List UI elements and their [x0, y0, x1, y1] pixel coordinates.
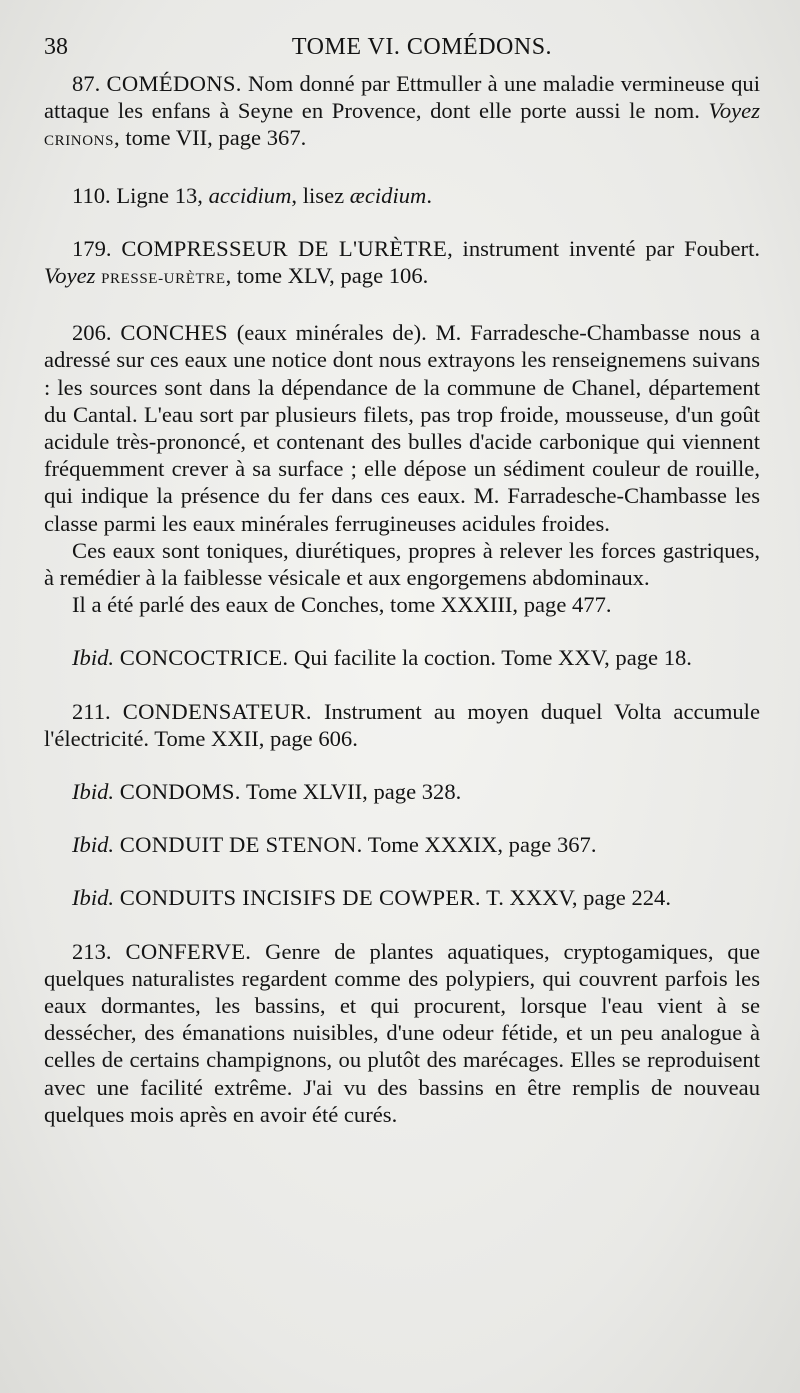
- entry-body: (eaux minérales de). M. Farradesche-Chambasse nous a adressé sur ces eaux une notice dont nous extrayons les renseignemens suivans : les sources sont dans la dépendance de la commune de Chanel, département du Cantal. L'eau sort par plusieurs filets, pas trop froide, mousseuse, d'un goût acidule très-prononcé, et contenant des bulles d'acide carbonique qui viennent fréquemment crever à sa surface ; elle dépose un sédiment couleur de rouille, qui indique la présence du fer dans ces eaux. M. Farradesche-Chambasse les classe parmi les eaux minérales ferrugineuses acidules froides.: [44, 320, 760, 536]
- entry-conduits-incisifs: [44, 884, 760, 911]
- entry-body-end: .: [426, 182, 433, 208]
- entry-body: Genre de plantes aquatiques, cryptogamiques, que quelques naturalistes regardent comme des polypiers, qui couvrent parfois les eaux dormantes, les bassins, et qui procurent, lorsque l'eau vient à se dessécher, des émanations nuisibles, d'une odeur fétide, et un peu analogue à celles de certains champignons, ou plutôt des marécages. Elles se reproduisent avec une facilité extrême. J'ai vu des bassins en être remplis de nouveau quelques mois après en avoir été curés.: [44, 938, 760, 1127]
- entry-paragraph-3: Il a été parlé des eaux de Conches, tome XXXIII, page 477.: [72, 592, 612, 618]
- entry-body: Tome XXXIX, page 367.: [362, 832, 597, 858]
- entry-text: [44, 831, 760, 858]
- entry-headword: CONDUIT DE STENON.: [119, 832, 363, 858]
- entry-number: 206.: [72, 320, 112, 346]
- page-number: 38: [44, 34, 68, 60]
- entry-headword: CONCHES: [120, 320, 228, 346]
- erratum-lisez: , lisez: [291, 182, 350, 208]
- page-header: [44, 34, 760, 70]
- entry-condoms: [44, 778, 760, 805]
- entry-headword: COMÉDONS.: [106, 71, 242, 96]
- entry-conferve: [44, 938, 760, 1128]
- entry-number: Ibid.: [72, 885, 115, 911]
- entry-body-end: , tome VII, page 367.: [114, 125, 307, 151]
- entry-body: , instrument inventé par Foubert.: [447, 235, 760, 261]
- entry-erratum: [44, 182, 760, 209]
- entry-concoctrice: [44, 644, 760, 671]
- entry-body: Nom donné par Ettmuller à une maladie vermineuse qui attaque les enfans à Seyne en Provence, dont elle porte aussi le nom.: [44, 71, 760, 124]
- entry-body: Instrument au moyen duquel Volta accumule l'électricité. Tome XXII, page 606.: [44, 698, 760, 751]
- entry-body: Ligne 13,: [110, 182, 209, 208]
- erratum-correct: æcidium: [349, 182, 427, 208]
- entry-number: Ibid.: [72, 779, 115, 805]
- entry-headword: CONCOCTRICE.: [119, 645, 289, 671]
- entry-condensateur: [44, 698, 760, 752]
- entry-number: Ibid.: [72, 645, 115, 671]
- entry-conches: [44, 319, 760, 618]
- entry-conduit-de-stenon: [44, 831, 760, 858]
- entry-text: [44, 70, 760, 156]
- entry-headword: CONFERVE.: [125, 938, 252, 964]
- entry-text: [44, 884, 760, 911]
- entry-number: 87.: [72, 71, 101, 96]
- cross-reference-term: CRINONS: [44, 133, 115, 150]
- entry-text: [44, 235, 760, 293]
- entry-text: [44, 698, 760, 752]
- entry-compresseur: [44, 235, 760, 293]
- entry-text: [44, 938, 760, 1128]
- entry-number: 179.: [72, 235, 112, 261]
- entry-number: 211.: [72, 698, 111, 724]
- entry-text: [44, 644, 760, 671]
- entry-headword: CONDENSATEUR.: [122, 698, 312, 724]
- entry-headword: CONDOMS.: [119, 779, 241, 805]
- entry-headword: CONDUITS INCISIFS DE COWPER.: [119, 885, 481, 911]
- entry-text: [44, 319, 760, 537]
- running-head: TOME VI. COMÉDONS.: [291, 34, 553, 60]
- entry-number: 110.: [72, 182, 111, 208]
- entry-body-end: , tome XLV, page 106.: [225, 263, 429, 289]
- erratum-wrong: accidium: [208, 182, 292, 208]
- entry-text: [44, 778, 760, 805]
- entry-body: T. XXXV, page 224.: [480, 885, 671, 911]
- cross-reference-term: PRESSE-URÈTRE: [101, 271, 226, 288]
- entry-paragraph-2: Ces eaux sont toniques, diurétiques, propres à relever les forces gastriques, à remédier à la faiblesse vésicale et aux engorgemens abdominaux.: [44, 537, 760, 591]
- entry-comedons: [44, 70, 760, 156]
- entry-number: Ibid.: [72, 832, 115, 858]
- entry-headword: COMPRESSEUR DE L'URÈTRE: [121, 235, 448, 261]
- entry-body: Qui facilite la coction. Tome XXV, page 18.: [288, 645, 692, 671]
- cross-reference-voyez: Voyez: [708, 98, 760, 124]
- entry-number: 213.: [72, 938, 112, 964]
- entry-text: [44, 182, 760, 209]
- cross-reference-voyez: Voyez: [44, 263, 96, 289]
- entry-body: Tome XLVII, page 328.: [240, 779, 462, 805]
